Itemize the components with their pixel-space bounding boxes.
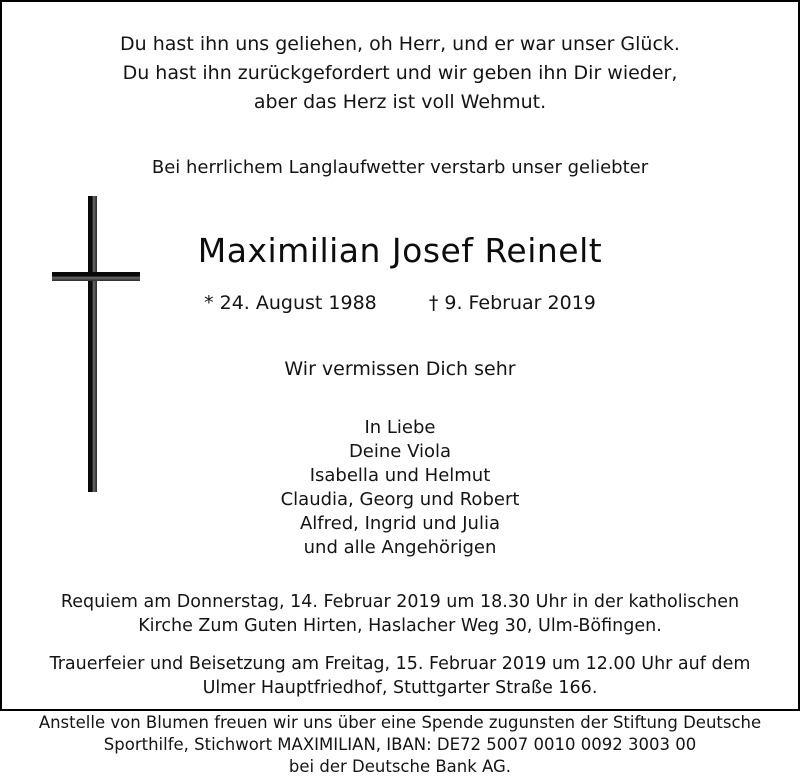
service-line: Kirche Zum Guten Hirten, Haslacher Weg 30, Ulm-Böfingen. xyxy=(138,616,662,636)
donation-line: Sporthilfe, Stichwort MAXIMILIAN, IBAN: DE72 5007 0010 0092 3003 00 xyxy=(103,735,697,754)
donation-line: bei der Deutsche Bank AG. xyxy=(288,757,512,776)
donation-line: Anstelle von Blumen freuen wir uns über eine Spende zugunsten der Stiftung Deutsche xyxy=(38,713,762,732)
birth-date: * 24. August 1988 xyxy=(204,292,377,314)
service-details xyxy=(28,590,772,700)
mourners-line: Alfred, Ingrid und Julia xyxy=(299,513,500,534)
intro-text: Bei herrlichem Langlaufwetter verstarb unser geliebter xyxy=(151,157,649,178)
verse-line: aber das Herz ist voll Wehmut. xyxy=(253,91,547,113)
service-line: Requiem am Donnerstag, 14. Februar 2019 um 18.30 Uhr in der katholischen xyxy=(60,592,740,612)
mourners-line: Deine Viola xyxy=(348,441,452,462)
missing-text: Wir vermissen Dich sehr xyxy=(284,358,516,380)
cross-icon xyxy=(52,196,140,492)
verse-block xyxy=(28,30,772,117)
mourners-line: Isabella und Helmut xyxy=(309,465,491,486)
mourners-line: Claudia, Georg und Robert xyxy=(280,489,520,510)
verse-line: Du hast ihn uns geliehen, oh Herr, und er war unser Glück. xyxy=(120,33,680,55)
donation-note xyxy=(28,712,772,778)
cross-vertical-bar xyxy=(88,196,97,492)
service-funeral xyxy=(28,652,772,700)
deceased-name: Maximilian Josef Reinelt xyxy=(197,231,603,270)
mourners-line: In Liebe xyxy=(364,417,436,438)
service-line: Ulmer Hauptfriedhof, Stuttgarter Straße 166. xyxy=(202,678,598,698)
verse-line: Du hast ihn zurückgefordert und wir geben ihn Dir wieder, xyxy=(122,62,678,84)
mourners-line: und alle Angehörigen xyxy=(303,537,497,558)
service-requiem xyxy=(28,590,772,638)
death-date: † 9. Februar 2019 xyxy=(428,292,596,314)
service-line: Trauerfeier und Beisetzung am Freitag, 15. Februar 2019 um 12.00 Uhr auf dem xyxy=(49,654,751,674)
cross-horizontal-bar xyxy=(52,272,140,281)
